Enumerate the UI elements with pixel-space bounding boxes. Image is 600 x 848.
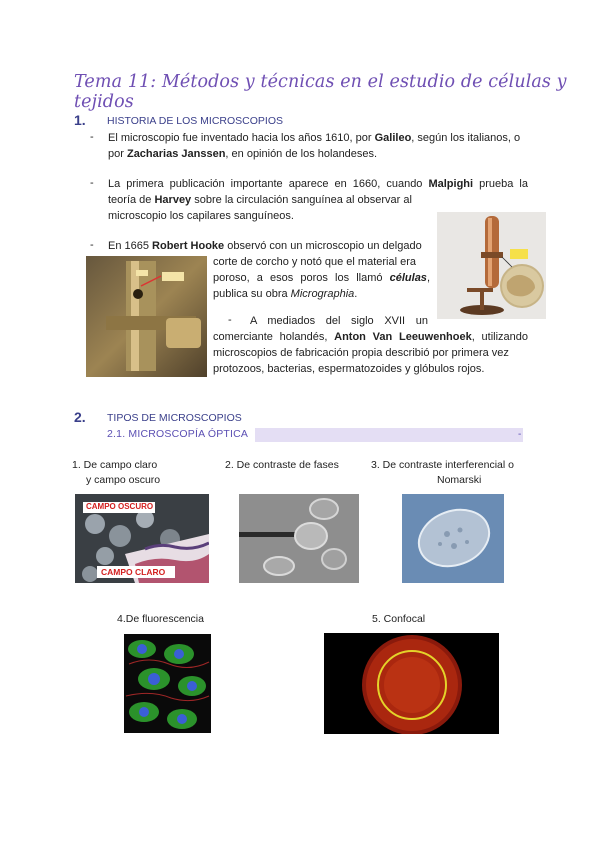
bullet-hooke-rest: corte de corcho y notó que el material era poroso, a esos poros los llamó células, publica su obra Micrographia. [213,256,430,300]
bullet-leeuwenhoek: A mediados del siglo XVII un comerciante holandés, Anton Van Leeuwenhoek, utilizando microscopios de fabricación propia describió por primera vez protozoos, bacterias, espermatozoides y glóbulos rojos. [213,315,529,375]
nomarski-image [402,494,504,583]
caption-contraste-fases: 2. De contraste de fases [225,459,339,471]
leeuwenhoek-microscope-image [437,212,546,319]
bullet-malpighi: La primera publicación importante aparece en 1660, cuando Malpighi prueba la teoría de Harvey sobre la circulación sanguínea al observar al microscopio los capilares sanguíneos. [108,178,528,222]
subsection-dash: - [518,429,522,440]
contraste-fases-image [239,494,359,583]
bullet-dash: - [90,177,94,189]
bullet-dash: - [90,131,94,143]
caption-campo-claro-1: 1. De campo claro [72,459,158,471]
caption-confocal: 5. Confocal [372,613,426,625]
bullet-dash: - [90,239,94,251]
caption-fluorescencia: 4.De fluorescencia [117,613,204,625]
bullet-hooke-line1: En 1665 Robert Hooke observó con un microscopio un delgado [108,240,422,252]
section-2-heading: TIPOS DE MICROSCOPIOS [107,412,242,424]
bullet-dash: - [228,314,232,326]
fluorescencia-image [124,634,211,733]
bullet-galileo: El microscopio fue inventado hacia los años 1610, por Galileo, según los italianos, o por Zacharias Janssen, en opinión de los holandeses. [108,132,521,160]
caption-nomarski-1: 3. De contraste interferencial o [371,459,514,471]
page-title: Tema 11: Métodos y técnicas en el estudio de células y tejidos [74,72,567,112]
subsection-heading: 2.1. MICROSCOPÍA ÓPTICA [107,428,249,440]
section-1-heading: HISTORIA DE LOS MICROSCOPIOS [107,115,284,127]
caption-nomarski-2: Nomarski [437,474,482,486]
caption-campo-claro-2: y campo oscuro [86,474,161,486]
section-2-number: 2. [74,409,86,425]
hooke-microscope-image [86,256,207,377]
confocal-image [324,633,499,734]
label-campo-claro: CAMPO CLARO [101,567,166,577]
campo-claro-oscuro-image [75,494,209,583]
section-1-number: 1. [74,112,86,128]
subsection-highlight-bar [255,428,523,442]
label-campo-oscuro: CAMPO OSCURO [86,502,154,511]
